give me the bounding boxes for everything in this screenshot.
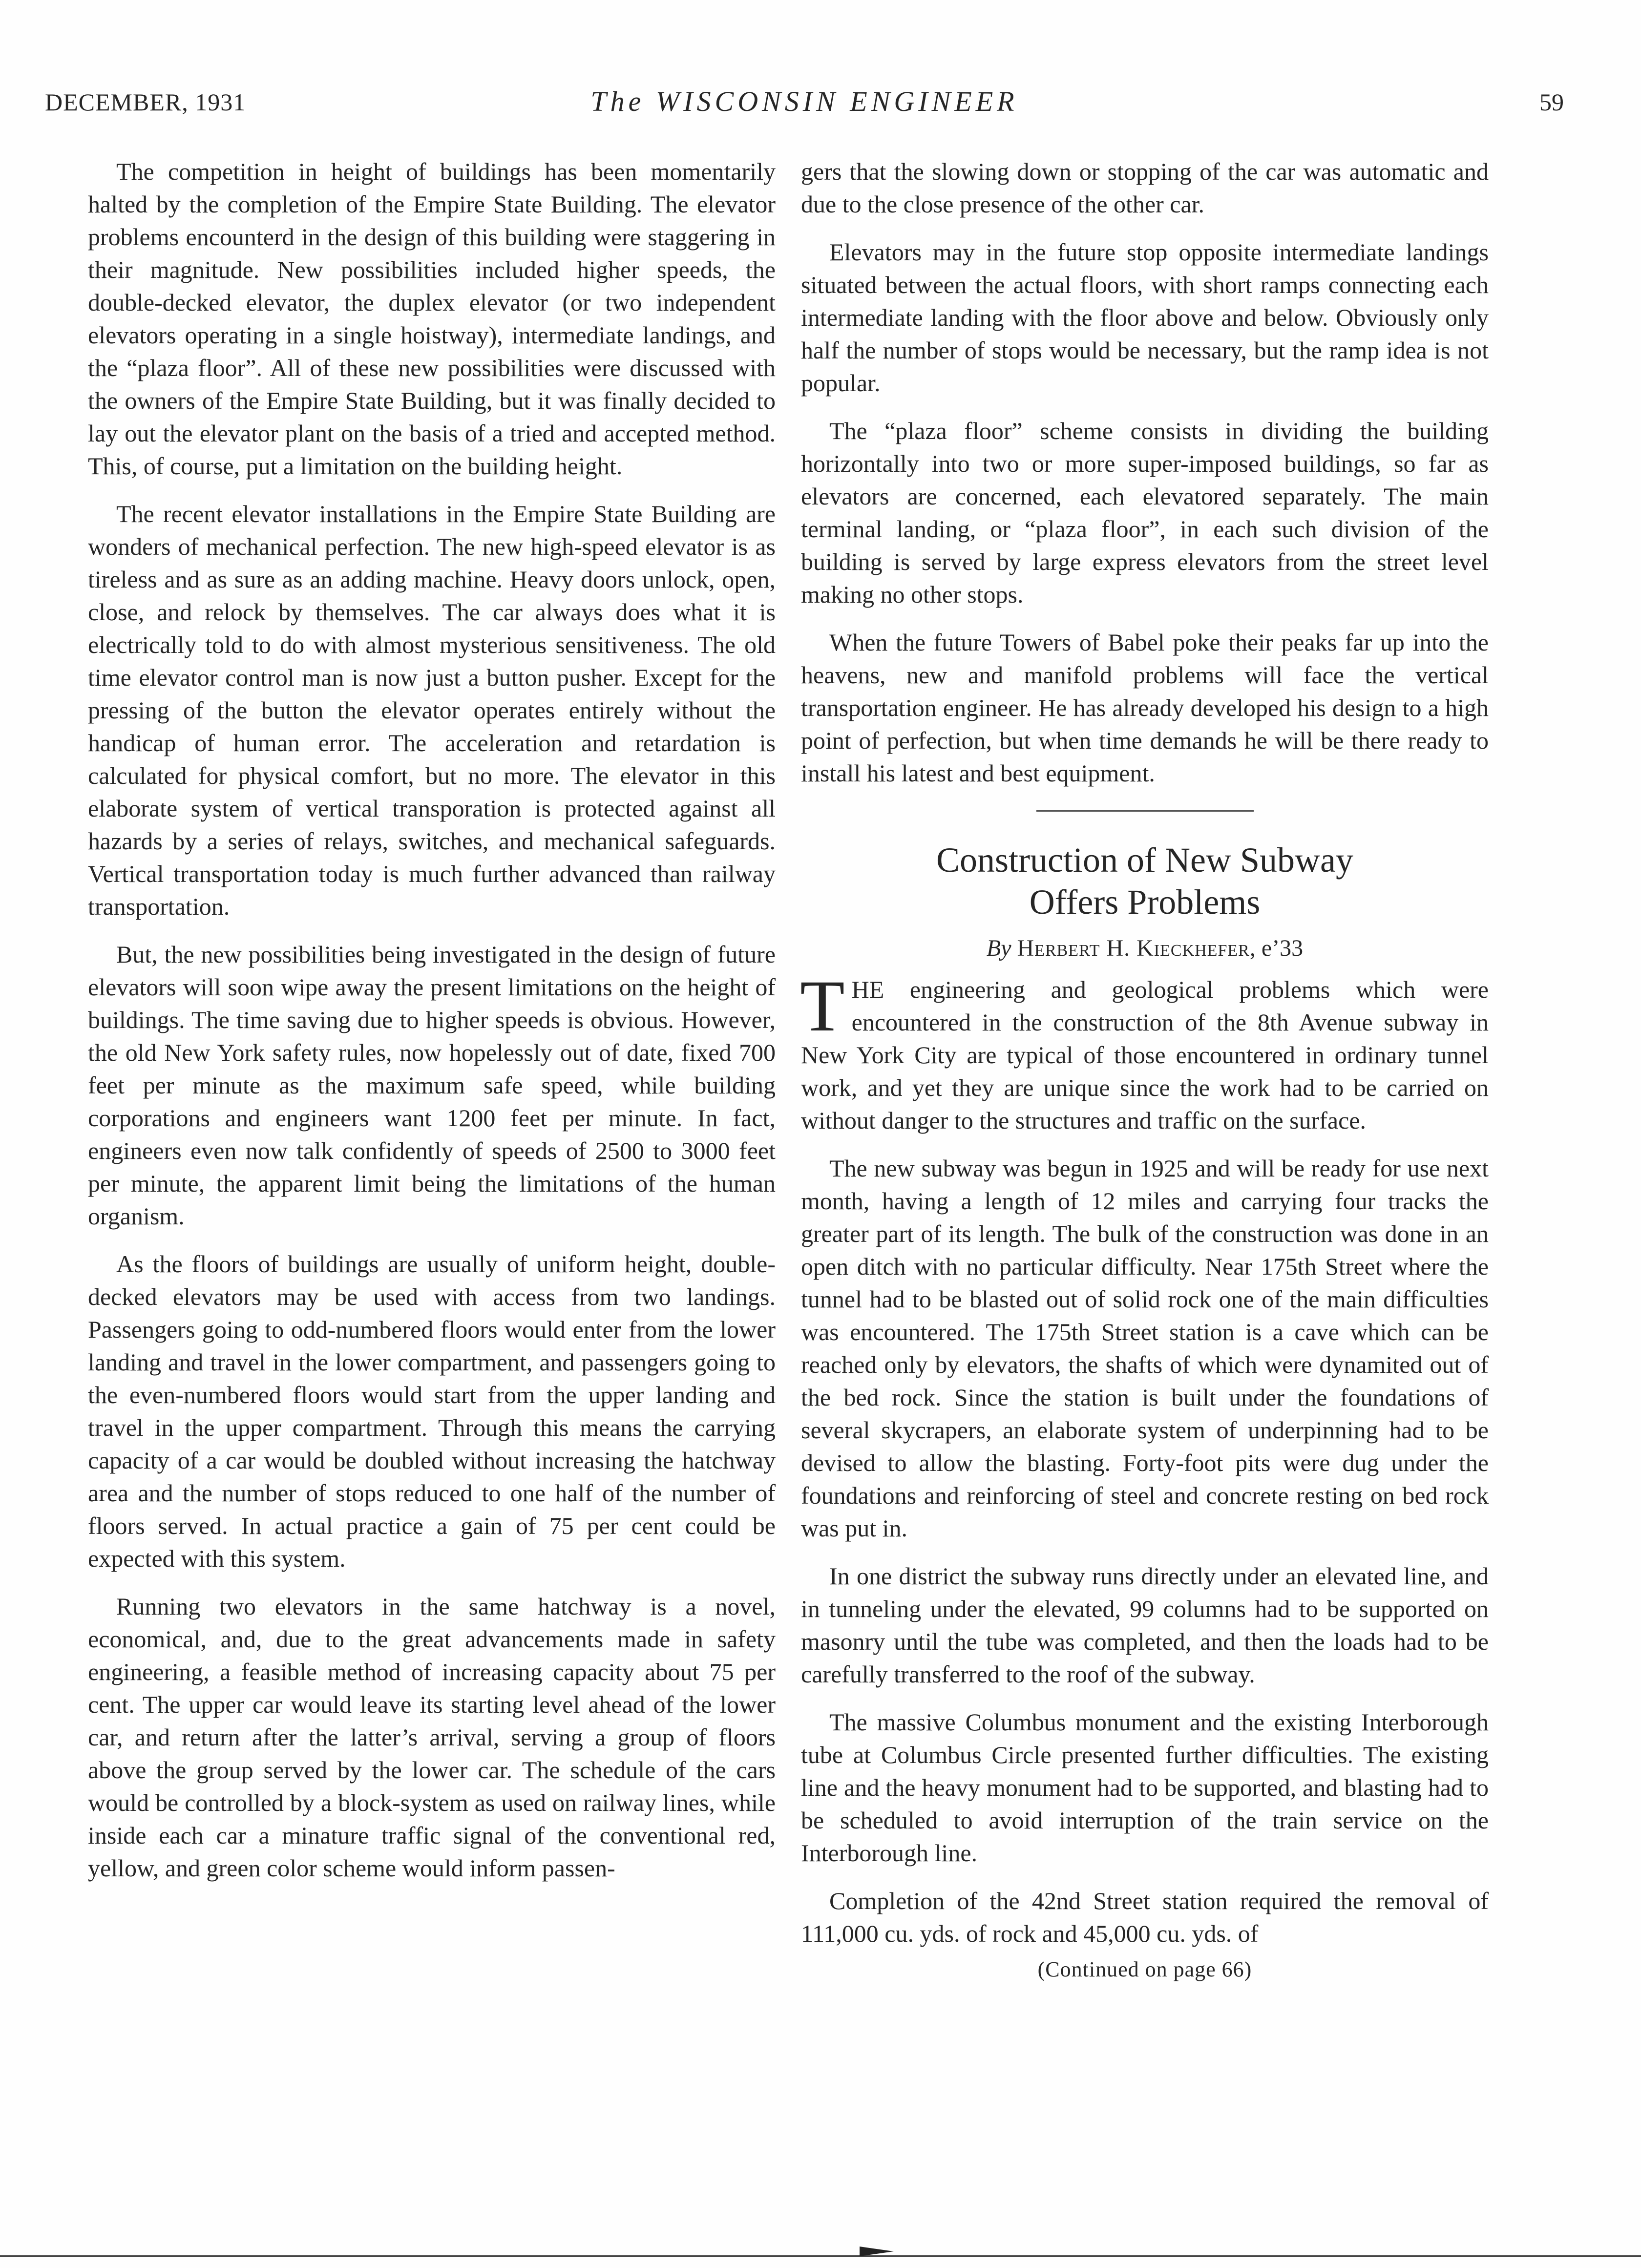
bottom-scan-edge [0, 2255, 1641, 2257]
paragraph: As the floors of buildings are usually of uniform height, double-decked elevators may be used with access from two landings. Passengers going to odd-numbered floors would enter from the lower landing and travel in the lower compartment, and passengers going to the even-numbered floors would start from the upper landing and travel in the upper compartment. Through this means the carrying capacity of a car would be doubled without increasing the hatchway area and the number of stops reduced to one half of the number of floors served. In actual practice a gain of 75 per cent could be expected with this system. [88, 1250, 776, 1572]
left-column [88, 155, 776, 1900]
byline [801, 932, 1489, 965]
article-title-line-1: Construction of New Subway [936, 840, 1353, 880]
section-divider [1036, 810, 1254, 812]
author-name: Herbert H. Kieckhefer [1017, 935, 1250, 961]
paragraph: The massive Columbus monument and the existing Interborough tube at Columbus Circle presented further difficulties. The existing line and the heavy monument had to be supported, and blasting had to be scheduled to avoid interruption of the train service on the Interborough line. [801, 1708, 1489, 1867]
article-title-line-2: Offers Problems [1029, 882, 1261, 922]
scan-mark [860, 2247, 894, 2256]
paragraph: When the future Towers of Babel poke their peaks far up into the heavens, new and manifold problems will face the vertical transportation engineer. He has already developed his design to a high point of perfection, but when time demands he will be there ready to install his latest and best equipment. [801, 629, 1489, 787]
paragraph: In one district the subway runs directly under an elevated line, and in tunneling under the elevated, 99 columns had to be supported on masonry until the tube was completed, and then the loads had to be carefully transferred to the roof of the subway. [801, 1562, 1489, 1688]
paragraph: Elevators may in the future stop opposite intermediate landings situated between the actual floors, with short ramps connecting each intermediate landing with the floor above and below. Obviously only half the number of stops would be necessary, but the ramp idea is not popular. [801, 238, 1489, 397]
right-column [801, 155, 1489, 1986]
issue-date: DECEMBER, 1931 [45, 88, 246, 116]
page-number: 59 [1539, 88, 1564, 116]
byline-by: By [986, 935, 1011, 961]
paragraph: But, the new possibilities being investigated in the design of future elevators will soon wipe away the present limitations on the height of buildings. The time saving due to higher speeds is obvious. However, the old New York safety rules, now hopelessly out of date, fixed 700 feet per minute as the maximum safe speed, while building corporations and engineers want 1200 feet per minute. In fact, engineers even now talk confidently of speeds of 2500 to 3000 feet per minute, the apparent limit being the limitations of the human organism. [88, 941, 776, 1230]
author-class: , e’33 [1249, 935, 1304, 961]
paragraph: Running two elevators in the same hatchway is a novel, economical, and, due to the great advancements made in safety engineering, a feasible method of increasing capacity about 75 per cent. The upper car would leave its starting level ahead of the lower car, and return after the latter’s arrival, serving a group of floors above the group served by the lower car. The schedule of the cars would be controlled by a block-system as used on railway lines, while inside each car a minature traffic signal of the conventional red, yellow, and green color scheme would inform passen- [88, 1593, 776, 1882]
lead-paragraph [800, 966, 1489, 1137]
continued-paragraph: gers that the slowing down or stopping of the car was automatic and due to the close presence of the other car. [801, 158, 1489, 218]
paragraph: The competition in height of buildings has been momentarily halted by the completion of the Empire State Building. The elevator problems encounterd in the design of this building were staggering in their magnitude. New possibilities included higher speeds, the double-decked elevator, the duplex elevator (or two independent elevators operating in a single hoistway), intermediate landings, and the “plaza floor”. All of these new possibilities were discussed with the owners of the Empire State Building, but it was finally decided to lay out the elevator plant on the basis of a tried and accepted method. This, of course, put a limitation on the building height. [88, 158, 776, 480]
paragraph: Completion of the 42nd Street station required the removal of 111,000 cu. yds. of rock and 45,000 cu. yds. of [801, 1887, 1489, 1947]
drop-cap: T [800, 966, 845, 1047]
magazine-title: The WISCONSIN ENGINEER [590, 85, 1018, 117]
continued-note: (Continued on page 66) [1037, 1957, 1252, 1981]
paragraph: The recent elevator installations in the Empire State Building are wonders of mechanical perfection. The new high-speed elevator is as tireless and as sure as an adding machine. Heavy doors unlock, open, close, and relock by themselves. The car always does what it is electrically told to do with almost mysterious sensitiveness. The old time elevator control man is now just a button pusher. Except for the pressing of the button the elevator operates entirely without the handicap of human error. The acceleration and retardation is calculated for physical comfort, but no more. The elevator in this elaborate system of vertical transporation is protected against all hazards by a series of relays, switches, and mechanical safeguards. Vertical transportation today is much further advanced than railway transportation. [88, 500, 776, 920]
paragraph: The new subway was begun in 1925 and will be ready for use next month, having a length of 12 miles and carrying four tracks the greater part of its length. The bulk of the construction was done in an open ditch with no particular difficulty. Near 175th Street where the tunnel had to be blasted out of solid rock one of the main difficulties was encountered. The 175th Street station is a cave which can be reached only by elevators, the shafts of which were dynamited out of the bed rock. Since the station is built under the foundations of several skycrapers, an elaborate system of underpinning had to be devised to allow the blasting. Forty-foot pits were dug under the foundations and reinforcing of steel and concrete resting on bed rock was put in. [801, 1155, 1489, 1542]
running-header [45, 85, 1564, 127]
article-title [801, 839, 1489, 923]
lead-paragraph-text: HE engineering and geological problems which were encountered in the construction of the 8th Avenue subway in New York City are typical of those encountered in ordinary tunnel work, and yet they are unique since the work had to be carried on without danger to the structures and traffic on the surface. [801, 976, 1489, 1134]
paragraph: The “plaza floor” scheme consists in dividing the building horizontally into two or more super-imposed buildings, so far as elevators are concerned, each elevatored separately. The main terminal landing, or “plaza floor”, in each such division of the building is served by large express elevators from the street level making no other stops. [801, 417, 1489, 608]
